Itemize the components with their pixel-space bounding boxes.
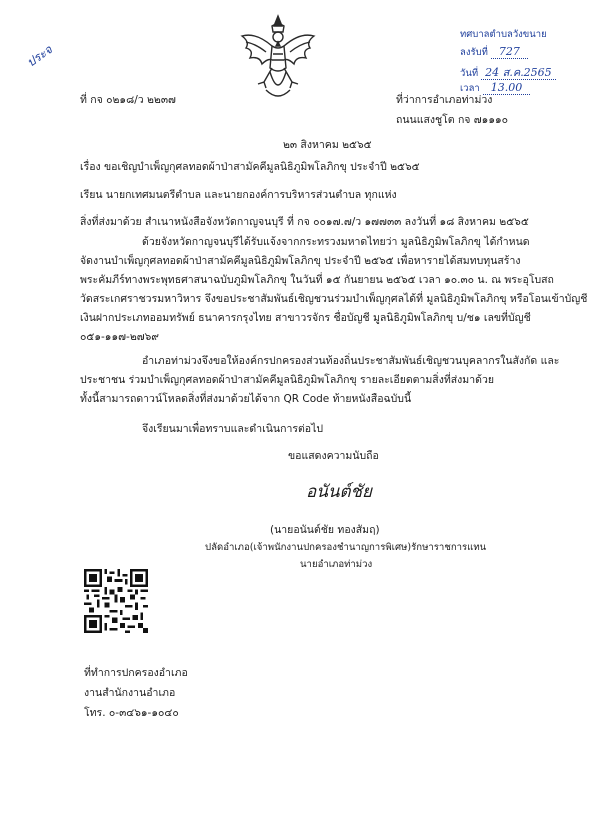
- body2-line: ประชาชน ร่วมบำเพ็ญกุศลทอดผ้าป่าสามัคคีมูลนิธิภูมิพโลภิกขุ รายละเอียดตามสิ่งที่ส่งมาด้วย: [80, 374, 494, 386]
- closing-request: จึงเรียนมาเพื่อทราบและดำเนินการต่อไป: [142, 423, 324, 435]
- document-number: ที่ กจ ๐๒๑๘/ว ๒๒๓๗: [80, 94, 176, 106]
- stamp-line-org: ทศบาลตำบลวังขนาย: [460, 29, 547, 40]
- body1-line: จัดงานบำเพ็ญกุศลทอดผ้าป่าสามัคคีมูลนิธิภูมิพโลภิกขุ ประจำปี ๒๕๖๕ เพื่อหารายได้สมทบทุนสร้าง: [80, 255, 521, 267]
- stamp-receive-number: 727: [491, 45, 528, 59]
- issuing-office: ที่ว่าการอำเภอท่าม่วง: [396, 94, 493, 106]
- body2-line: อำเภอท่าม่วงจึงขอให้องค์กรปกครองส่วนท้องถิ่นประชาสัมพันธ์เชิญชวนบุคลากรในสังกัด และ: [142, 355, 560, 367]
- body2-line: ทั้งนี้สามารถดาวน์โหลดสิ่งที่ส่งมาด้วยได้จาก QR Code ท้ายหนังสือฉบับนี้: [80, 393, 412, 405]
- stamp-date-value: 24 ส.ค.2565: [481, 66, 556, 80]
- margin-handwritten-note: ประจ: [24, 42, 55, 70]
- stamp-time-value: 13.00: [483, 81, 531, 95]
- body1-line: ด้วยจังหวัดกาญจนบุรีได้รับแจ้งจากกระทรวงมหาดไทยว่า มูลนิธิภูมิพโลภิกขุ ได้กำหนด: [142, 236, 530, 248]
- body-paragraph-1: [80, 233, 587, 347]
- garuda-emblem-icon: [236, 12, 320, 104]
- addressee-line: เรียน นายกเทศมนตรีตำบล และนายกองค์การบริหารส่วนตำบล ทุกแห่ง: [80, 189, 397, 201]
- stamp-receive-label: ลงรับที่: [460, 47, 488, 58]
- body1-line: ๐๕๑-๑๑๗-๒๗๖๙: [80, 331, 159, 343]
- stamp-time-label: เวลา: [460, 83, 480, 94]
- stamp-date-label: วันที่: [460, 68, 479, 79]
- document-date: ๒๓ สิงหาคม ๒๕๖๕: [283, 139, 372, 151]
- signer-name: (นายอนันต์ชัย ทองสัมฤ): [270, 524, 380, 536]
- footer-department: งานสำนักงานอำเภอ: [84, 687, 176, 699]
- office-address: ถนนแสงชูโต กจ ๗๑๑๑๐: [396, 114, 509, 126]
- signer-title: ปลัดอำเภอ(เจ้าพนักงานปกครองชำนาญการพิเศษ)รักษาราชการแทน: [205, 542, 487, 553]
- body1-line: พระคัมภีร์ทางพระพุทธศาสนาฉบับภูมิพโลภิกขุ ในวันที่ ๑๕ กันยายน ๒๕๖๕ เวลา ๑๐.๓๐ น. ณ พระอุโบสถ: [80, 274, 554, 286]
- body-paragraph-2: [80, 352, 559, 409]
- subject-line: เรื่อง ขอเชิญบำเพ็ญกุศลทอดผ้าป่าสามัคคีมูลนิธิภูมิพโลภิกขุ ประจำปี ๒๕๖๕: [80, 161, 420, 173]
- signer-title-acting: นายอำเภอท่าม่วง: [300, 559, 373, 570]
- body1-line: เงินฝากประเภทออมทรัพย์ ธนาคารกรุงไทย สาขาวรจักร ชื่อบัญชี มูลนิธิภูมิพโลภิกขุ บ/ช๑ เลขที่บัญชี: [80, 312, 531, 324]
- regards: ขอแสดงความนับถือ: [288, 450, 379, 462]
- body1-line: วัดสระเกศราชวรมหาวิหาร จึงขอประชาสัมพันธ์เชิญชวนร่วมบำเพ็ญกุศลได้ที่ มูลนิธิภูมิพโลภิกขุ หรือโอนเข้าบัญชี: [80, 293, 588, 305]
- footer-office: ที่ทำการปกครองอำเภอ: [84, 667, 188, 679]
- footer-phone: โทร. ๐-๓๔๖๑-๑๐๔๐: [84, 707, 179, 719]
- enclosure-line: สิ่งที่ส่งมาด้วย สำเนาหนังสือจังหวัดกาญจนบุรี ที่ กจ ๐๐๑๗.๗/ว ๑๗๗๓๓ ลงวันที่ ๑๘ สิงหาคม ๒๕๖๕: [80, 216, 529, 228]
- signature: อนันต์ชัย: [306, 482, 372, 502]
- qr-code-icon: [84, 569, 148, 633]
